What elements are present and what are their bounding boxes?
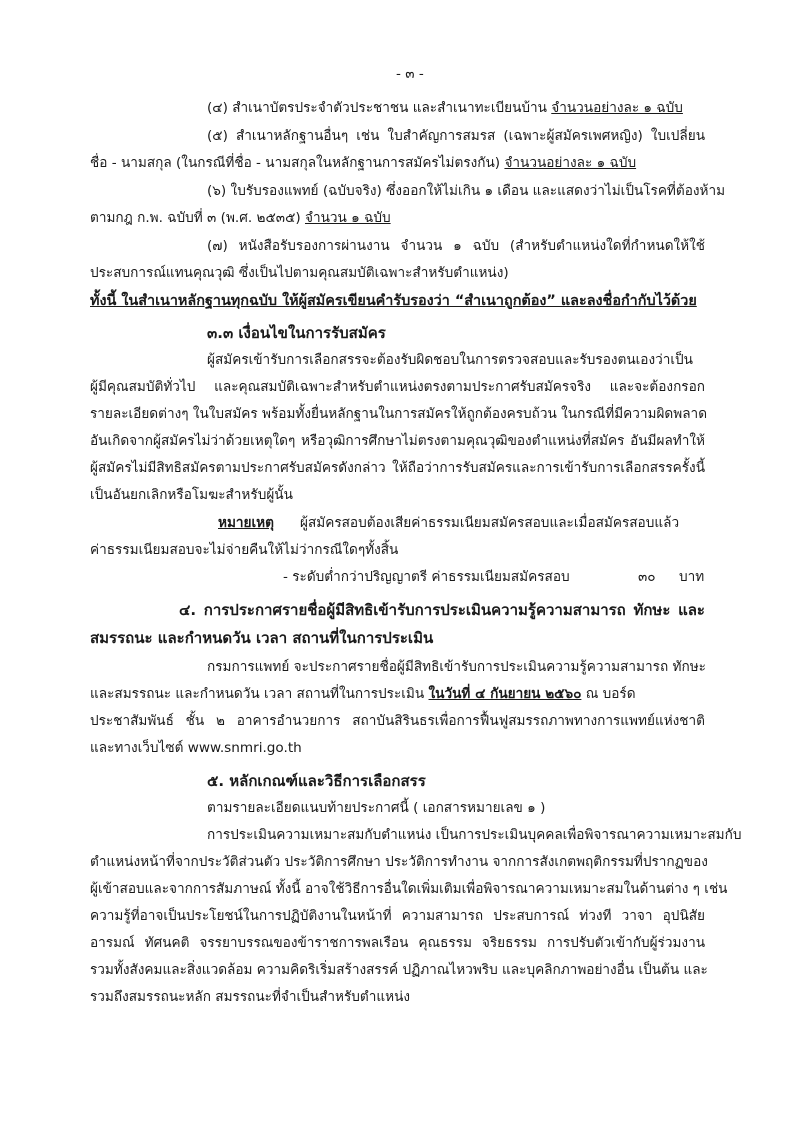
remark-text: ผู้สมัครสอบต้องเสียค่าธรรมเนียมสมัครสอบและเมื่อสมัครสอบแล้ว [300, 515, 680, 531]
section-3-3-line-2: ผู้มีคุณสมบัติทั่วไป และคุณสมบัติเฉพาะสำหรับตำแหน่งตรงตามประกาศรับสมัครจริง และจะต้องกรอก [90, 379, 705, 395]
section-5-line-1: การประเมินความเหมาะสมกับตำแหน่ง เป็นการประเมินบุคคลเพื่อพิจารณาความเหมาะสมกับ [207, 827, 742, 843]
remark-label: หมายเหตุ [218, 515, 274, 531]
fee-unit: บาท [679, 569, 705, 585]
fee-item: - ระดับต่ำกว่าปริญญาตรี ค่าธรรมเนียมสมัครสอบ [283, 569, 570, 585]
item-4-text: (๔) สำเนาบัตรประจำตัวประชาชน และสำเนาทะเบียนบ้าน [207, 100, 552, 116]
section-3-3-line-1: ผู้สมัครเข้ารับการเลือกสรรจะต้องรับผิดชอบในการตรวจสอบและรับรองตนเองว่าเป็น [207, 352, 693, 368]
remark-line-1 [218, 513, 274, 533]
section-5-line-7: รวมถึงสมรรถนะหลัก สมรรถนะที่จำเป็นสำหรับตำแหน่ง [90, 989, 411, 1005]
section-4-line-1: กรมการแพทย์ จะประกาศรายชื่อผู้มีสิทธิเข้ารับการประเมินความรู้ความสามารถ ทักษะ [207, 659, 706, 675]
item-7-line-2: ประสบการณ์แทนคุณวุฒิ ซึ่งเป็นไปตามคุณสมบัติเฉพาะสำหรับตำแหน่ง) [90, 265, 509, 281]
section-3-3-line-3: รายละเอียดต่างๆ ในใบสมัคร พร้อมทั้งยื่นหลักฐานในการสมัครให้ถูกต้องครบถ้วน ในกรณีที่มีความผิดพลาด [90, 406, 708, 422]
item-4-emphasis: จำนวนอย่างละ ๑ ฉบับ [551, 100, 683, 116]
section-3-3-heading: ๓.๓ เงื่อนไขในการรับสมัคร [207, 324, 386, 342]
item-6-emphasis: จำนวน ๑ ฉบับ [304, 210, 391, 226]
remark-line-2: ค่าธรรมเนียมสอบจะไม่จ่ายคืนให้ไม่ว่ากรณีใดๆทั้งสิ้น [90, 542, 399, 558]
item-6-line-1: (๖) ใบรับรองแพทย์ (ฉบับจริง) ซึ่งออกให้ไม่เกิน ๑ เดือน และแสดงว่าไม่เป็นโรคที่ต้องห้าม [207, 183, 726, 199]
fee-amount: ๓๐ [638, 569, 656, 585]
section-5-line-6: รวมทั้งสังคมและสิ่งแวดล้อม ความคิดริเริ่มสร้างสรรค์ ปฏิภาณไหวพริบ และบุคลิกภาพอย่างอื่น เป็นต้น และ [90, 962, 708, 978]
page-number: - ๓ - [396, 66, 424, 82]
section-4-line-4: และทางเว็บไซต์ www.snmri.go.th [90, 740, 302, 756]
section-4-line-2 [90, 684, 705, 704]
section-5-line-4: ความรู้ที่อาจเป็นประโยชน์ในการปฏิบัติงานในหน้าที่ ความสามารถ ประสบการณ์ ท่วงที วาจา อุปนิสัย [90, 908, 705, 924]
section-4-line-2-text: และสมรรถนะ และกำหนดวัน เวลา สถานที่ในการประเมิน [90, 686, 429, 702]
section-5-line-2: ตำแหน่งหน้าที่จากประวัติส่วนตัว ประวัติการศึกษา ประวัติการทำงาน จากการสังเกตพฤติกรรมที่ปรากฏของ [90, 854, 708, 870]
section-3-3-line-4: อันเกิดจากผู้สมัครไม่ว่าด้วยเหตุใดๆ หรือวุฒิการศึกษาไม่ตรงตามคุณวุฒิของตำแหน่งที่สมัคร อันมีผลทำให้ [90, 433, 705, 449]
item-5-line-2 [90, 153, 636, 173]
item-7-line-1: (๗) หนังสือรับรองการผ่านงาน จำนวน ๑ ฉบับ (สำหรับตำแหน่งใดที่กำหนดให้ใช้ [207, 238, 705, 254]
item-5-emphasis: จำนวนอย่างละ ๑ ฉบับ [504, 155, 637, 171]
section-5-ref: ตามรายละเอียดแนบท้ายประกาศนี้ ( เอกสารหมายเลข ๑ ) [207, 800, 546, 816]
item-5-line-2-text: ชื่อ - นามสกุล (ในกรณีที่ชื่อ - นามสกุลในหลักฐานการสมัครไม่ตรงกัน) [90, 155, 505, 171]
item-5-line-1: (๕) สำเนาหลักฐานอื่นๆ เช่น ใบสำคัญการสมรส (เฉพาะผู้สมัครเพศหญิง) ใบเปลี่ยน [207, 128, 705, 144]
section-5-line-5: อารมณ์ ทัศนคติ จรรยาบรรณของข้าราชการพลเรือน คุณธรรม จริยธรรม การปรับตัวเข้ากับผู้ร่วมงาน [90, 935, 705, 951]
section-3-3-line-6: เป็นอันยกเลิกหรือโมฆะสำหรับผู้นั้น [90, 487, 293, 503]
section-5-line-3: ผู้เข้าสอบและจากการสัมภาษณ์ ทั้งนี้ อาจใช้วิธีการอื่นใดเพิ่มเติมเพื่อพิจารณาความเหมาะสมในด้านต่าง ๆ เช่น [90, 881, 728, 897]
certify-note: ทั้งนี้ ในสำเนาหลักฐานทุกฉบับ ให้ผู้สมัครเขียนคำรับรองว่า “สำเนาถูกต้อง” และลงชื่อกำกับไว้ด้วย [90, 293, 697, 309]
item-6-line-2 [90, 208, 391, 228]
section-4-date: ในวันที่ ๔ กันยายน ๒๕๖๐ [428, 686, 582, 702]
section-4-line-2-tail: ณ บอร์ด [581, 686, 636, 702]
section-3-3-line-5: ผู้สมัครไม่มีสิทธิสมัครตามประกาศรับสมัครดังกล่าว ให้ถือว่าการรับสมัครและการเข้ารับการเลือกสรรครั้งนี้ [90, 460, 705, 476]
section-4-line-3: ประชาสัมพันธ์ ชั้น ๒ อาคารอำนวยการ สถาบันสิรินธรเพื่อการฟื้นฟูสมรรถภาพทางการแพทย์แห่งชาติ [90, 713, 705, 729]
section-4-heading-line-2: สมรรถนะ และกำหนดวัน เวลา สถานที่ในการประเมิน [90, 629, 434, 647]
section-4-heading-line-1: ๔. การประกาศรายชื่อผู้มีสิทธิเข้ารับการประเมินความรู้ความสามารถ ทักษะ และ [179, 601, 705, 619]
item-4 [207, 98, 683, 118]
item-6-line-2-text: ตามกฎ ก.พ. ฉบับที่ ๓ (พ.ศ. ๒๕๓๕) [90, 210, 305, 226]
section-5-heading: ๕. หลักเกณฑ์และวิธีการเลือกสรร [207, 772, 426, 790]
